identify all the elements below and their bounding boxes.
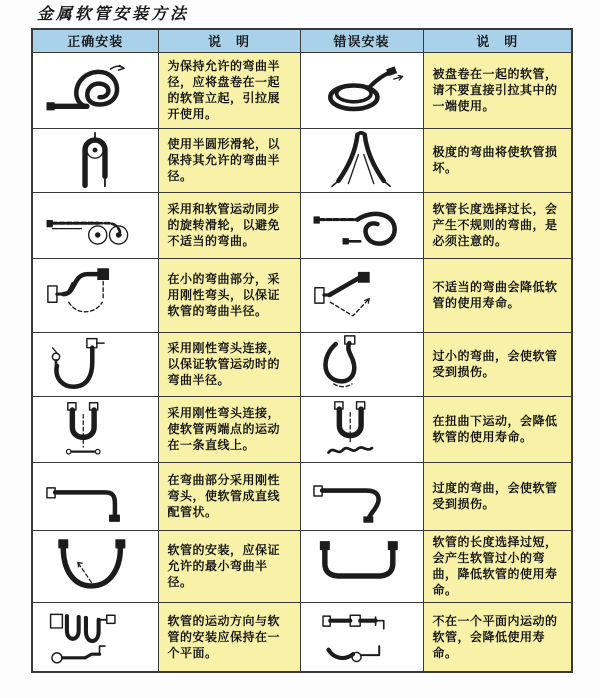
twisted-motion-icon (310, 400, 414, 458)
wrong-note-cell: 软管长度选择过长，会产生不规则的弯曲，是必须注意的。 (423, 192, 572, 258)
wrong-illustration-cell (300, 462, 423, 530)
wrong-note-cell: 软管的长度选择过短，会产生软管过小的弯曲，降低软管的使用寿命。 (423, 530, 572, 602)
header-wrong-note: 说 明 (423, 29, 572, 52)
correct-note-cell: 软管的运动方向与软管的安装应保持在一个平面。 (158, 602, 300, 672)
header-wrong-install: 错误安装 (300, 29, 423, 52)
page-title: 金属软管安装方法 (37, 4, 190, 23)
wrong-illustration-cell (300, 128, 423, 192)
improper-bend-icon (310, 266, 414, 324)
table-row (32, 332, 572, 396)
semicircular-pulley-icon (43, 131, 147, 189)
non-planar-motion-icon (310, 608, 414, 666)
rigid-elbow-inline-motion-icon (43, 400, 147, 458)
header-row (32, 29, 572, 52)
correct-illustration-cell (32, 192, 158, 258)
header-correct-install: 正确安装 (32, 29, 158, 52)
table-row (32, 52, 572, 128)
wrong-illustration-cell (300, 530, 423, 602)
extreme-bend-icon (310, 131, 414, 189)
correct-illustration-cell (32, 396, 158, 462)
wrong-note-cell: 不在一个平面内运动的软管，会降低使用寿命。 (423, 602, 572, 672)
wrong-illustration-cell (300, 396, 423, 462)
wrong-illustration-cell (300, 258, 423, 332)
correct-illustration-cell (32, 530, 158, 602)
too-short-hose-icon (310, 537, 414, 595)
correct-note-cell: 在小的弯曲部分，采用刚性弯头，以保证软管的弯曲半径。 (158, 258, 300, 332)
wrong-note-cell: 过度的弯曲，会使软管受到损伤。 (423, 462, 572, 530)
correct-note-cell: 采用刚性弯头连接，使软管两端点的运动在一条直线上。 (158, 396, 300, 462)
overbent-hose-icon (310, 467, 414, 525)
correct-illustration-cell (32, 128, 158, 192)
table-row (32, 192, 572, 258)
correct-note-cell: 在弯曲部分采用刚性弯头，使软管成直线配管状。 (158, 462, 300, 530)
table-row (32, 258, 572, 332)
correct-illustration-cell (32, 602, 158, 672)
correct-illustration-cell (32, 462, 158, 530)
too-small-bend-icon (310, 335, 414, 393)
wrong-illustration-cell (300, 602, 423, 672)
correct-note-cell: 软管的安装，应保证允许的最小弯曲半径。 (158, 530, 300, 602)
coiled-hose-upright-icon (43, 61, 147, 119)
table-row (32, 396, 572, 462)
correct-note-cell: 使用半圆形滑轮，以保持其允许的弯曲半径。 (158, 128, 300, 192)
coiled-hose-flat-pull-icon (310, 61, 414, 119)
correct-note-cell: 采用刚性弯头连接，以保证软管运动时的弯曲半径。 (158, 332, 300, 396)
wrong-illustration-cell (300, 332, 423, 396)
correct-illustration-cell (32, 52, 158, 128)
wrong-illustration-cell (300, 192, 423, 258)
table-row (32, 462, 572, 530)
planar-motion-assembly-icon (43, 608, 147, 666)
table-row (32, 602, 572, 672)
wrong-note-cell: 极度的弯曲将使软管损坏。 (423, 128, 572, 192)
wrong-note-cell: 不适当的弯曲会降低软管的使用寿命。 (423, 258, 572, 332)
wrong-note-cell: 过小的弯曲，会使软管受到损伤。 (423, 332, 572, 396)
table-row (32, 128, 572, 192)
synchronized-rotating-pulley-icon (43, 196, 147, 254)
rigid-elbow-small-bend-icon (43, 266, 147, 324)
header-correct-note: 说 明 (158, 29, 300, 52)
wrong-note-cell: 在扭曲下运动，会降低软管的使用寿命。 (423, 396, 572, 462)
correct-note-cell: 为保持允许的弯曲半径，应将盘卷在一起的软管立起，引拉展开使用。 (158, 52, 300, 128)
table-row (32, 530, 572, 602)
overlong-hose-irregular-bend-icon (310, 196, 414, 254)
installation-methods-table (31, 28, 573, 673)
wrong-illustration-cell (300, 52, 423, 128)
rigid-elbow-straight-pipe-icon (43, 467, 147, 525)
minimum-bend-radius-icon (43, 537, 147, 595)
correct-note-cell: 采用和软管运动同步的旋转滑轮，以避免不适当的弯曲。 (158, 192, 300, 258)
correct-illustration-cell (32, 258, 158, 332)
correct-illustration-cell (32, 332, 158, 396)
rigid-elbow-connection-icon (43, 335, 147, 393)
wrong-note-cell: 被盘卷在一起的软管，请不要直接引拉其中的一端使用。 (423, 52, 572, 128)
